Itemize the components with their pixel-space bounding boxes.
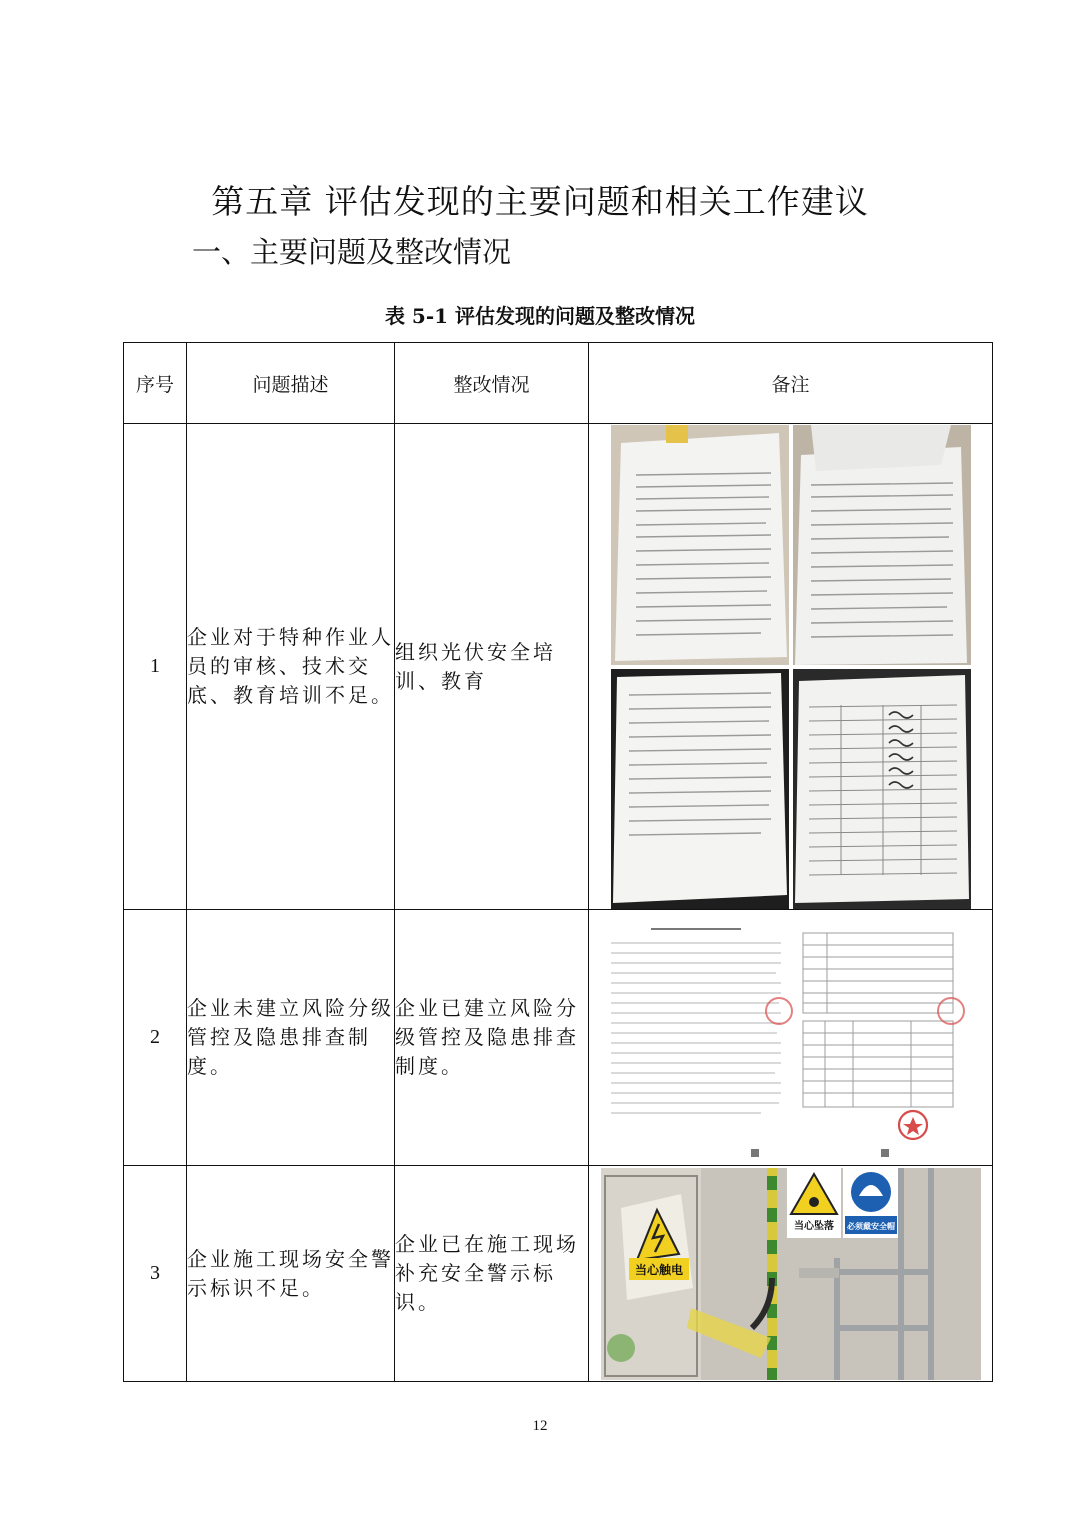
row-problem: 企业对于特种作业人员的审核、技术交底、教育培训不足。 [187, 424, 395, 910]
section-title: 一、主要问题及整改情况 [192, 235, 512, 269]
page-number: 12 [532, 1418, 548, 1434]
header-problem: 问题描述 [187, 343, 395, 424]
sign-fall-warning-text: 当心坠落 [793, 1220, 834, 1232]
table-caption: 表 5-1 评估发现的问题及整改情况 [384, 304, 696, 328]
row-seq: 1 [124, 424, 187, 910]
row-problem: 企业未建立风险分级管控及隐患排查制度。 [187, 910, 395, 1166]
table-row [124, 1166, 993, 1382]
row-rectification: 组织光伏安全培训、教育 [395, 424, 589, 910]
row-seq: 2 [124, 910, 187, 1166]
training-record-photos [611, 425, 971, 909]
issues-table [123, 342, 993, 1382]
row-problem: 企业施工现场安全警示标识不足。 [187, 1166, 395, 1382]
table-header-row [124, 343, 993, 424]
row-note [589, 1166, 993, 1382]
row-note [589, 424, 993, 910]
sign-electric-shock-text: 当心触电 [634, 1262, 683, 1277]
row-note [589, 910, 993, 1166]
sign-helmet-required-text: 必须戴安全帽 [846, 1221, 895, 1231]
header-note: 备注 [589, 343, 993, 424]
header-seq: 序号 [124, 343, 187, 424]
row-seq: 3 [124, 1166, 187, 1382]
risk-control-document-scans [591, 913, 991, 1163]
table-row [124, 910, 993, 1166]
header-rectification: 整改情况 [395, 343, 589, 424]
row-rectification: 企业已在施工现场补充安全警示标识。 [395, 1166, 589, 1382]
row-rectification: 企业已建立风险分级管控及隐患排查制度。 [395, 910, 589, 1166]
table-row [124, 424, 993, 910]
chapter-title: 第五章 评估发现的主要问题和相关工作建议 [211, 182, 869, 221]
site-warning-sign-photo [601, 1168, 981, 1380]
